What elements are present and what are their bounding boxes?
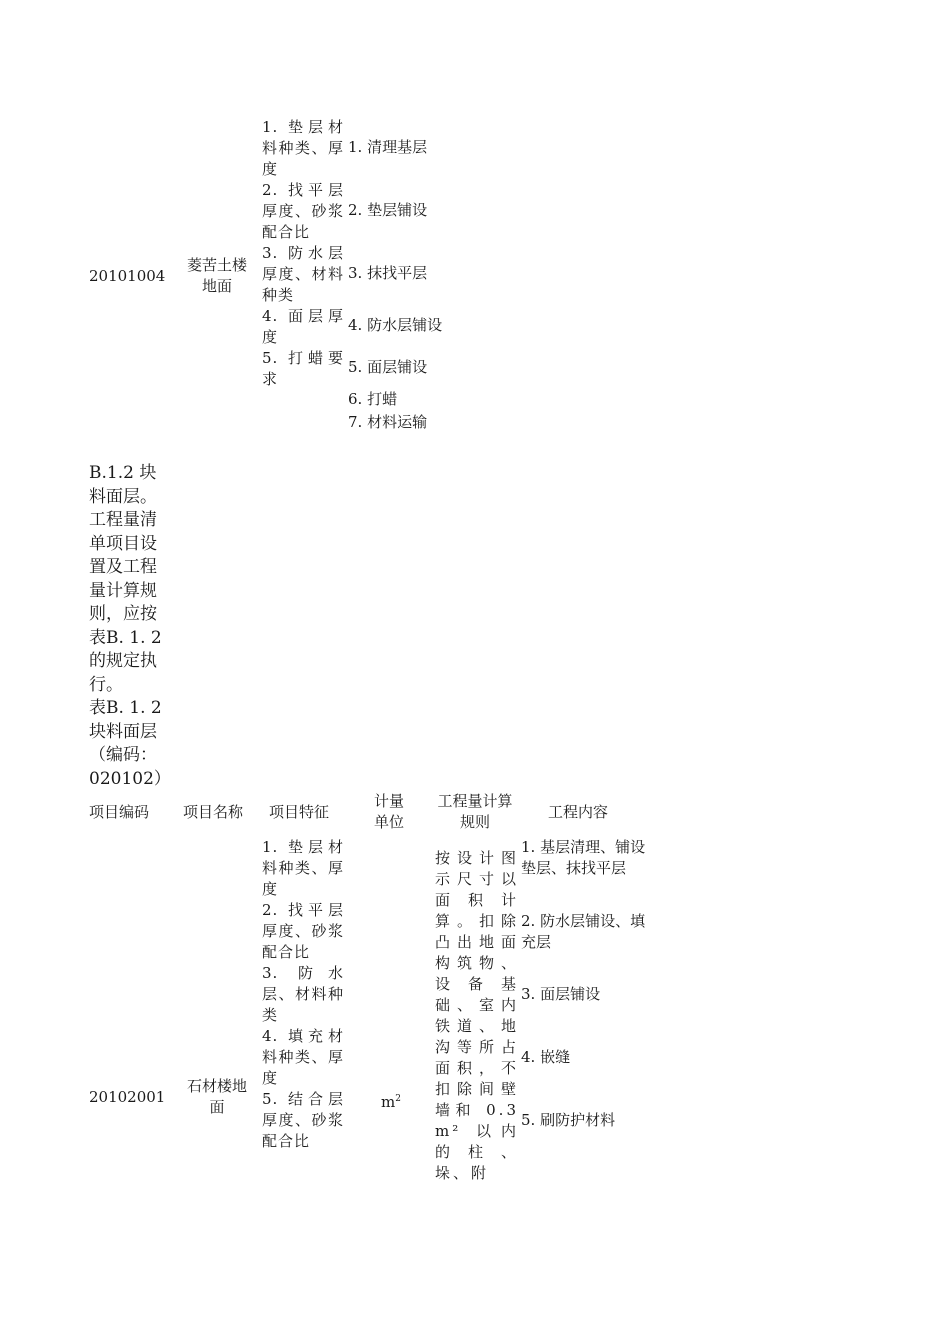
content-6: 6. 打蜡 (348, 390, 398, 408)
row-feature-4: 4. 填充材料种类、厚度 (262, 1027, 344, 1087)
content-3: 3. 抹找平层 (348, 264, 428, 282)
unit-base: m (381, 1093, 396, 1111)
row-feature-1: 1. 垫层材料种类、厚度 (262, 838, 344, 898)
table-caption: 表B. 1. 2 块料面层（编码：020102） (89, 698, 171, 789)
header-code: 项目编码 (89, 803, 150, 821)
feature-5: 5. 打蜡要求 (262, 349, 344, 388)
content-5: 5. 面层铺设 (348, 358, 428, 376)
row-content-3: 3. 面层铺设 (521, 985, 601, 1003)
content-2: 2. 垫层铺设 (348, 201, 428, 219)
row-rule: 按设计图示尺寸以面积计算。扣除凸出地面构筑物、设备基础、室内铁道、地沟等所占面积，不扣除间壁墙和 0.3 m² 以内的柱、垛、附 (435, 849, 519, 1182)
row-name: 石材楼地面 (186, 1077, 247, 1116)
header-content: 工程内容 (548, 803, 609, 821)
header-features: 项目特征 (269, 803, 330, 821)
content-7: 7. 材料运输 (348, 413, 428, 431)
row-content-1: 1. 基层清理、铺设垫层、抹找平层 (521, 838, 646, 877)
content-4: 4. 防水层铺设 (348, 316, 443, 334)
unit-superscript: 2 (395, 1094, 401, 1104)
row-feature-3: 3. 防水层、材料种类 (262, 964, 344, 1024)
section-intro: B.1.2 块料面层。工程量清单项目设置及工程量计算规则，应按表B. 1. 2 的规定执行。 (89, 463, 162, 695)
feature-4: 4. 面层厚度 (262, 307, 344, 346)
row-content-4: 4. 嵌缝 (521, 1048, 571, 1066)
feature-2: 2. 找平层厚度、砂浆配合比 (262, 181, 344, 241)
feature-1: 1. 垫层材料种类、厚度 (262, 118, 344, 178)
header-name: 项目名称 (183, 803, 244, 821)
row-content-5: 5. 刷防护材料 (521, 1111, 616, 1129)
row-content-2: 2. 防水层铺设、填充层 (521, 912, 646, 951)
header-rule: 工程量计算规则 (437, 792, 513, 831)
row-feature-5: 5. 结合层厚度、砂浆配合比 (262, 1090, 344, 1150)
content-1: 1. 清理基层 (348, 138, 428, 156)
header-unit: 计量单位 (373, 792, 404, 831)
feature-3: 3. 防水层厚度、材料种类 (262, 244, 344, 304)
item-code: 20101004 (89, 267, 166, 285)
item-name: 菱苦土楼地面 (186, 256, 247, 295)
row-unit (381, 1089, 401, 1113)
table2-row (0, 830, 950, 1182)
row-code: 20102001 (89, 1088, 166, 1106)
row-feature-2: 2. 找平层厚度、砂浆配合比 (262, 901, 344, 961)
